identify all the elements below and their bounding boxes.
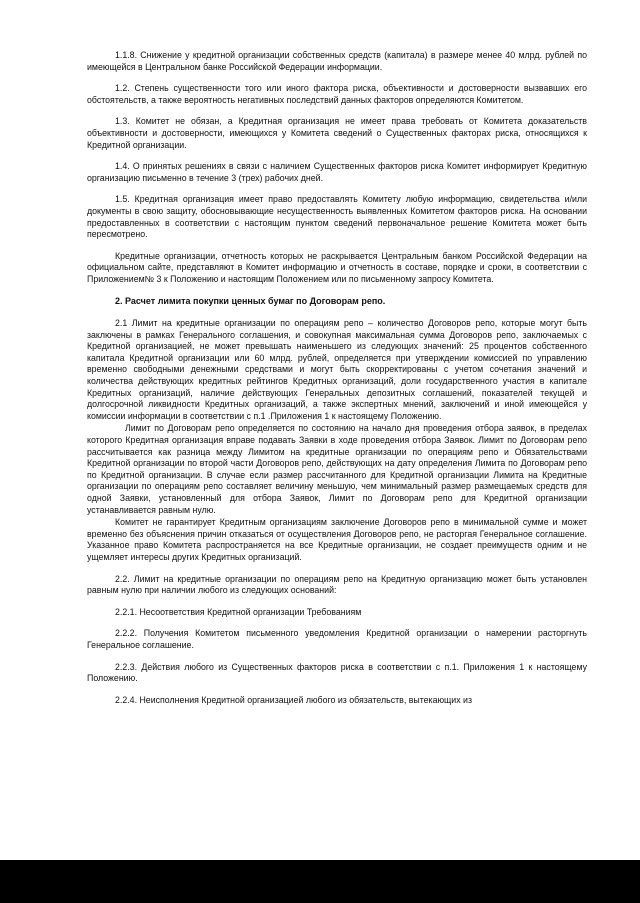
paragraph-2-1-limit: Лимит по Договорам репо определяется по состоянию на начало дня проведения отбора заявок, в пределах которого Кредитная организация вправе подавать Заявки в ходе проведения отбора Заявок. Лимит по Договорам репо рассчитывается как разница между Лимитом на кредитные организации по операциям репо и Обязательствами Кредитной организации по второй части Договоров репо, действующих на дату определения Лимита по Договорам репо по Кредитной организации. В случае если размер рассчитанного для Кредитной организации Лимита на Кредитные организации по операциям репо составляет величину меньшую, чем минимальный размер размещаемых средств для одной Заявки, установленный для отбора Заявок, Лимит по Договорам репо для Кредитной организации устанавливается равным нулю. (87, 423, 587, 515)
paragraph-2-2-4: 2.2.4. Неисполнения Кредитной организацией любого из обязательств, вытекающих из (115, 694, 472, 705)
paragraph-2-1-guarantee: Комитет не гарантирует Кредитным организациям заключение Договоров репо в минимальной сумме и может временно без объяснения причин отказаться от осуществления Договоров репо, не расторгая Генеральное соглашение. Указанное право Комитета распространяется на все Кредитные организации, не создает преимуществ одним и не ущемляет интересы других Кредитных организаций. (87, 517, 587, 562)
paragraph-2-2: 2.2. Лимит на кредитные организации по операциям репо на Кредитную организацию может быть установлен равным нулю при наличии любого из следующих оснований: (87, 573, 587, 596)
document-body (87, 50, 587, 716)
paragraph-2-2-2: 2.2.2. Получения Комитетом письменного уведомления Кредитной организации о намерении расторгнуть Генеральное соглашение. (87, 628, 587, 650)
paragraph-1-5: 1.5. Кредитная организация имеет право предоставлять Комитету любую информацию, свидетельства и/или документы в свою защиту, обосновывающие несущественность выявленных Комитетом факторов риска. На основании предоставленных в соответствии с настоящим пунктом сведений первоначальное решение Комитета может быть пересмотрено. (87, 194, 587, 240)
paragraph-2-1: 2.1 Лимит на кредитные организации по операциям репо – количество Договоров репо, которые могут быть заключены в рамках Генерального соглашения, и совокупная максимальная сумма Договоров репо, заключаемых с Кредитной организацией, не может превышать наименьшего из следующих значений: 25 процентов собственного капитала Кредитной организации или 60 млрд. рублей, определяется при утверждении комиссией по управлению временно свободными денежными средствами и могут быть скорректированы с учетом сочетания значений и количества действующих кредитных рейтингов Кредитных организаций, доли государственного участия в капитале Кредитных организаций, наличие действующих Генеральных депозитных соглашений, показателей текущей и долгосрочной ликвидности Кредитных организаций, а также экспертных мнений, заключений и иной имеющейся у комиссии информации в соответствии с п.1 .Приложения 1 к настоящему Положению. (87, 318, 587, 421)
paragraph-1-4: 1.4. О принятых решениях в связи с наличием Существенных факторов риска Комитет информирует Кредитную организацию письменно в течение 3 (трех) рабочих дней. (87, 161, 587, 183)
paragraph-reporting: Кредитные организации, отчетность которых не раскрывается Центральным банком Российской Федерации на официальном сайте, представляют в Комитет информацию и отчетность в составе, порядке и сроки, в соответствии с Приложением№ 3 к Положению и настоящим Положением или по письменному запросу Комитета. (87, 250, 587, 284)
paragraph-1-3: 1.3. Комитет не обязан, а Кредитная организация не имеет права требовать от Комитета доказательств объективности и достоверности, имеющихся у Комитета сведений о Существенных факторах риска, относящихся к Кредитной организации. (87, 116, 587, 150)
paragraph-2-2-1: 2.2.1. Несоответствия Кредитной организации Требованиям (115, 606, 362, 617)
paragraph-1-2: 1.2. Степень существенности того или иного фактора риска, объективности и достоверности вызвавших его обстоятельств, а также вероятность негативных последствий данных факторов определяются Комитетом. (87, 83, 587, 105)
paragraph-2-2-3: 2.2.3. Действия любого из Существенных факторов риска в соответствии с п.1. Приложения 1 к настоящему Положению. (87, 661, 587, 684)
scan-border (0, 860, 640, 903)
section-2-heading: 2. Расчет лимита покупки ценных бумаг по Договорам репо. (115, 295, 386, 306)
paragraph-1-1-8: 1.1.8. Снижение у кредитной организации собственных средств (капитала) в размере менее 40 млрд. рублей по имеющейся в Центральном банке Российской Федерации информации. (87, 50, 587, 72)
